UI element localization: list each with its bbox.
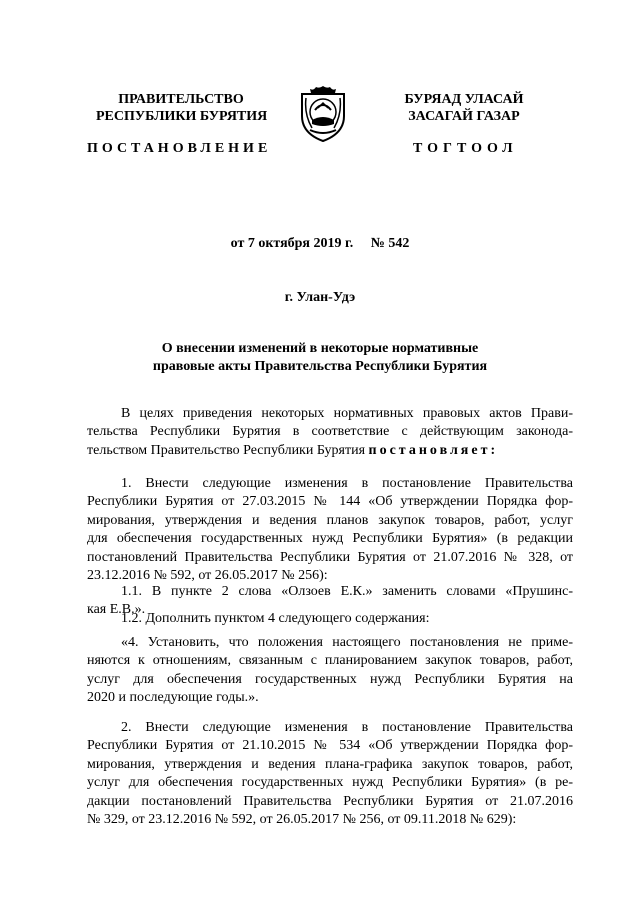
document-title <box>120 340 520 376</box>
header-left <box>96 91 266 125</box>
quote-line-3: услуг для обеспечения государственных нужд Республики Бурятия на <box>87 671 573 687</box>
item-1-1-line-1: 1.1. В пункте 2 слова «Олзоев Е.К.» заменить словами «Прушинс- <box>121 584 573 599</box>
doc-type-buryat: ТОГТООЛ <box>413 141 518 156</box>
quote-line-4: 2020 и последующие годы.». <box>87 690 259 706</box>
quote-line-1: «4. Установить, что положения настоящего постановления не приме- <box>121 635 573 650</box>
title-line-2: правовые акты Правительства Республики Бурятия <box>152 359 488 374</box>
item-1-2-quote <box>87 634 573 708</box>
city: г. Улан-Удэ <box>284 290 356 305</box>
item-1-line-2: Республики Бурятия от 27.03.2015 № 144 «Об утверждении Порядка фор- <box>87 494 573 510</box>
header-right-line-1: БУРЯАД УЛАСАЙ <box>404 92 524 107</box>
quote-line-2: няются к отношениям, связанным с планированием закупок товаров, работ, <box>87 653 573 669</box>
coat-of-arms-icon <box>298 84 348 142</box>
item-2-line-1: 2. Внести следующие изменения в постановление Правительства <box>121 720 573 735</box>
header-left-line-2: РЕСПУБЛИКИ БУРЯТИЯ <box>96 109 268 124</box>
item-1-line-4: для обеспечения государственных нужд Республики Бурятия» (в редакции <box>87 531 573 547</box>
item-1-line-1: 1. Внести следующие изменения в постановление Правительства <box>121 476 573 491</box>
preamble-line-1: В целях приведения некоторых нормативных правовых актов Прави- <box>121 406 573 421</box>
item-2-paragraph <box>87 719 573 829</box>
title-line-1: О внесении изменений в некоторые нормативные <box>161 341 479 356</box>
preamble-line-2: тельства Республики Бурятия в соответствие с действующим законода- <box>87 424 573 440</box>
resolves-keyword: постановляет: <box>368 442 499 458</box>
item-1-2-line-1: 1.2. Дополнить пунктом 4 следующего содержания: <box>121 611 430 626</box>
item-1-paragraph <box>87 475 573 585</box>
preamble-paragraph <box>87 405 573 460</box>
date-and-number: от 7 октября 2019 г. № 542 <box>230 236 410 251</box>
item-2-line-2: Республики Бурятия от 21.10.2015 № 534 «Об утверждении Порядка фор- <box>87 738 573 754</box>
preamble-line-3 <box>87 442 573 460</box>
item-1-line-5: постановлений Правительства Республики Бурятия от 21.07.2016 № 328, от <box>87 549 573 565</box>
item-1-1-line-2: кая Е.В.». <box>87 602 146 618</box>
item-1-line-6: 23.12.2016 № 592, от 26.05.2017 № 256): <box>87 568 328 584</box>
item-2-line-6: № 329, от 23.12.2016 № 592, от 26.05.2017 № 256, от 09.11.2018 № 629): <box>87 812 517 828</box>
header-right <box>378 91 550 125</box>
header-right-line-2: ЗАСАГАЙ ГАЗАР <box>408 109 520 124</box>
preamble-line-3-text: тельством Правительство Республики Бурятия <box>87 442 369 458</box>
item-2-line-3: мирования, утверждения и ведения плана-графика закупок товаров, работ, <box>87 756 573 772</box>
item-2-line-5: дакции постановлений Правительства Республики Бурятия от 21.07.2016 <box>87 793 573 809</box>
header-left-line-1: ПРАВИТЕЛЬСТВО <box>118 92 244 107</box>
item-2-line-4: услуг для обеспечения государственных нужд Республики Бурятия» (в ре- <box>87 775 573 791</box>
item-1-2-paragraph <box>87 610 573 628</box>
item-1-line-3: мирования, утверждения и ведения планов закупок товаров, работ, услуг <box>87 512 573 528</box>
doc-type-russian: ПОСТАНОВЛЕНИЕ <box>87 141 272 156</box>
